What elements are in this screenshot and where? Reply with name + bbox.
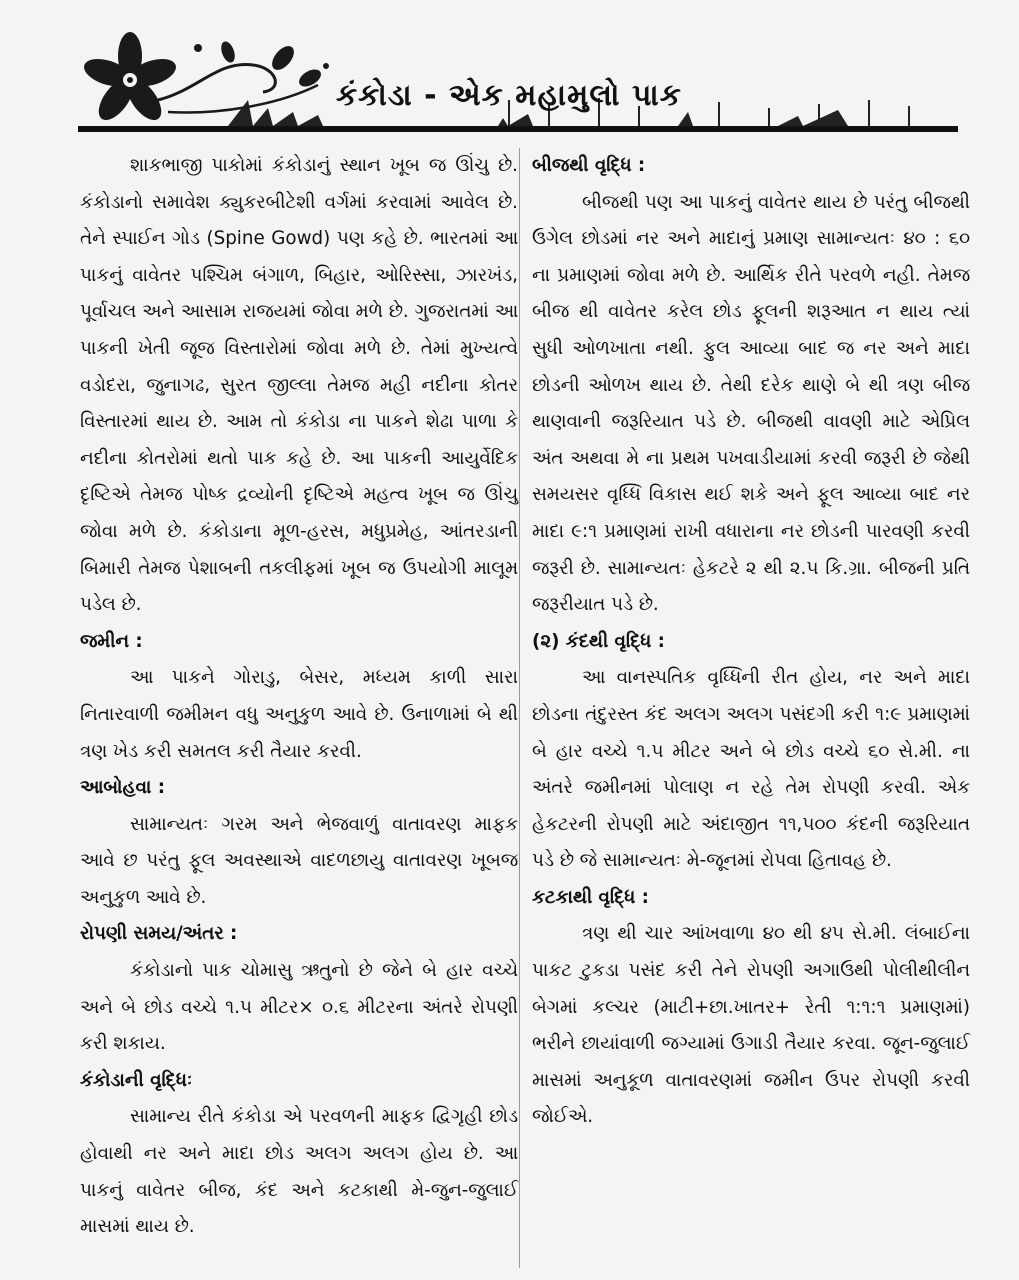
header-rule (78, 126, 958, 132)
growth-heading: કંકોડાની વૃદ્ધિઃ (80, 1069, 193, 1091)
cutting-growth-heading: કટકાથી વૃદ્ધિ : (532, 886, 649, 908)
tuber-growth-heading: (૨) કંદથી વૃદ્ધિ : (532, 630, 665, 652)
growth-paragraph: સામાન્ય રીતે કંકોડા એ પરવળની માફક દ્વિગૃહી છોડ હોવાથી નર અને માદા છોડ અલગ અલગ હોય છે. આ પાકનું વાવેતર બીજ, કંદ અને કટકાથી મે-જુન-જુલાઈ માસમાં થાય છે. (80, 1106, 518, 1238)
seed-growth-heading: બીજથી વૃદ્ધિ : (532, 155, 646, 176)
seed-growth-paragraph: બીજથી પણ આ પાકનું વાવેતર થાય છે પરંતુ બીજથી ઉગેલ છોડમાં નર અને માદાનું પ્રમાણ સામાન્યતઃ ૪૦ : ૬૦ ના પ્રમાણમાં જોવા મળે છે. આર્થિક રીતે પરવળે નહી. તેમજ બીજ થી વાવેતર કરેલ છોડ ફૂલની શરૂઆત ન થાય ત્યાં સુધી ઓળખાતા નથી. ફુલ આવ્યા બાદ જ નર અને માદા છોડની ઓળખ થાય છે. તેથી દરેક થાણે બે થી ત્રણ બીજ થાણવાની જરૂરિયાત પડે છે. બીજથી વાવણી માટે એપ્રિલ અંત અથવા મે ના પ્રથમ પખવાડીયામાં કરવી જરૂરી છે જેથી સમયસર વૃધ્ધિ વિકાસ થઈ શકે અને ફૂલ આવ્યા બાદ નર માદા ૯:૧ પ્રમાણમાં રાખી વધારાના નર છોડની પારવણી કરવી જરૂરી છે. સામાન્યતઃ હેકટરે ૨ થી ૨.૫ કિ.ગ્રા. બીજની પ્રતિ જરૂરીયાત પડે છે. (532, 191, 970, 616)
column-divider (519, 148, 520, 1268)
tuber-growth-paragraph: આ વાનસ્પતિક વૃધ્ધિની રીત હોય, નર અને માદા છોડના તંદુરસ્ત કંદ અલગ અલગ પસંદગી કરી ૧:૯ પ્રમાણમાં બે હાર વચ્ચે ૧.૫ મીટર અને બે છોડ વચ્ચે ૬૦ સે.મી. ના અંતરે જમીનમાં પોલાણ ન રહે તેમ રોપણી કરવી. એક હેકટરની રોપણી માટે અંદાજીત ૧૧,૫૦૦ કંદની જરૂરિયાત પડે છે જે સામાન્યતઃ મે-જૂનમાં રોપવા હિતાવહ છે. (532, 667, 970, 872)
planting-heading: રોપણી સમય/અંતર : (80, 923, 238, 945)
planting-paragraph: કંકોડાનો પાક ચોમાસુ ઋતુનો છે જેને બે હાર વચ્ચે અને બે છોડ વચ્ચે ૧.૫ મીટર× ૦.૬ મીટરના અંતરે રોપણી કરી શકાય. (80, 960, 518, 1055)
right-column (532, 148, 970, 1136)
climate-paragraph: સામાન્યતઃ ગરમ અને ભેજવાળું વાતાવરણ માફક આવે છ પરંતુ ફૂલ અવસ્થાએ વાદળછાયુ વાતાવરણ ખૂબજ અનુકુળ આવે છે. (80, 813, 518, 908)
soil-heading: જમીન : (80, 630, 143, 652)
cutting-growth-paragraph: ત્રણ થી ચાર આંખવાળા ૪૦ થી ૪૫ સે.મી. લંબાઈના પાકટ ટુકડા પસંદ કરી તેને રોપણી અગાઉથી પોલીથીલીન બેગમાં કલ્ચર (માટી+છા.ખાતર+ રેતી ૧:૧:૧ પ્રમાણમાં) ભરીને છાયાંવાળી જગ્યામાં ઉગાડી તૈયાર કરવા. જૂન-જુલાઈ માસમાં અનુકૂળ વાતાવરણમાં જમીન ઉપર રોપણી કરવી જોઈએ. (532, 923, 970, 1128)
soil-paragraph: આ પાકને ગોરાડુ, બેસર, મધ્યમ કાળી સારા નિતારવાળી જમીમન વધુ અનુકુળ આવે છે. ઉનાળામાં બે થી ત્રણ ખેડ કરી સમતલ કરી તૈયાર કરવી. (80, 667, 518, 762)
article-header (78, 30, 958, 140)
article-title: કંકોડા - એક મહામુલો પાક (336, 78, 682, 113)
climate-heading: આબોહવા : (80, 777, 166, 799)
left-column (80, 148, 518, 1246)
intro-paragraph: શાકભાજી પાકોમાં કંકોડાનું સ્થાન ખૂબ જ ઊંચુ છે. કંકોડાનો સમાવેશ ક્યુકરબીટેશી વર્ગમાં કરવામાં આવેલ છે. તેને સ્પાઈન ગોડ (Spine Gowd) પણ કહે છે. ભારતમાં આ પાકનું વાવેતર પશ્ચિમ બંગાળ, બિહાર, ઓરિસ્સા, ઝારખંડ, પૂર્વાચલ અને આસામ રાજયમાં જોવા મળે છે. ગુજરાતમાં આ પાકની ખેતી જૂજ વિસ્તારોમાં જોવા મળે છે. તેમાં મુખ્યત્વે વડોદરા, જુનાગઢ, સુરત જીલ્લા તેમજ મહી નદીના કોતર વિસ્તારમાં થાય છે. આમ તો કંકોડા ના પાકને શેઢા પાળા કે નદીના કોતરોમાં થતો પાક કહે છે. આ પાકની આયુર્વેદિક દૃષ્ટિએ તેમજ પોષ્ક દ્રવ્યોની દૃષ્ટિએ મહત્વ ખૂબ જ ઊંચુ જોવા મળે છે. કંકોડાના મૂળ-હરસ, મધુપ્રમેહ, આંતરડાની બિમારી તેમજ પેશાબની તકલીફમાં ખૂબ જ ઉપયોગી માલૂમ પડેલ છે. (80, 155, 518, 616)
